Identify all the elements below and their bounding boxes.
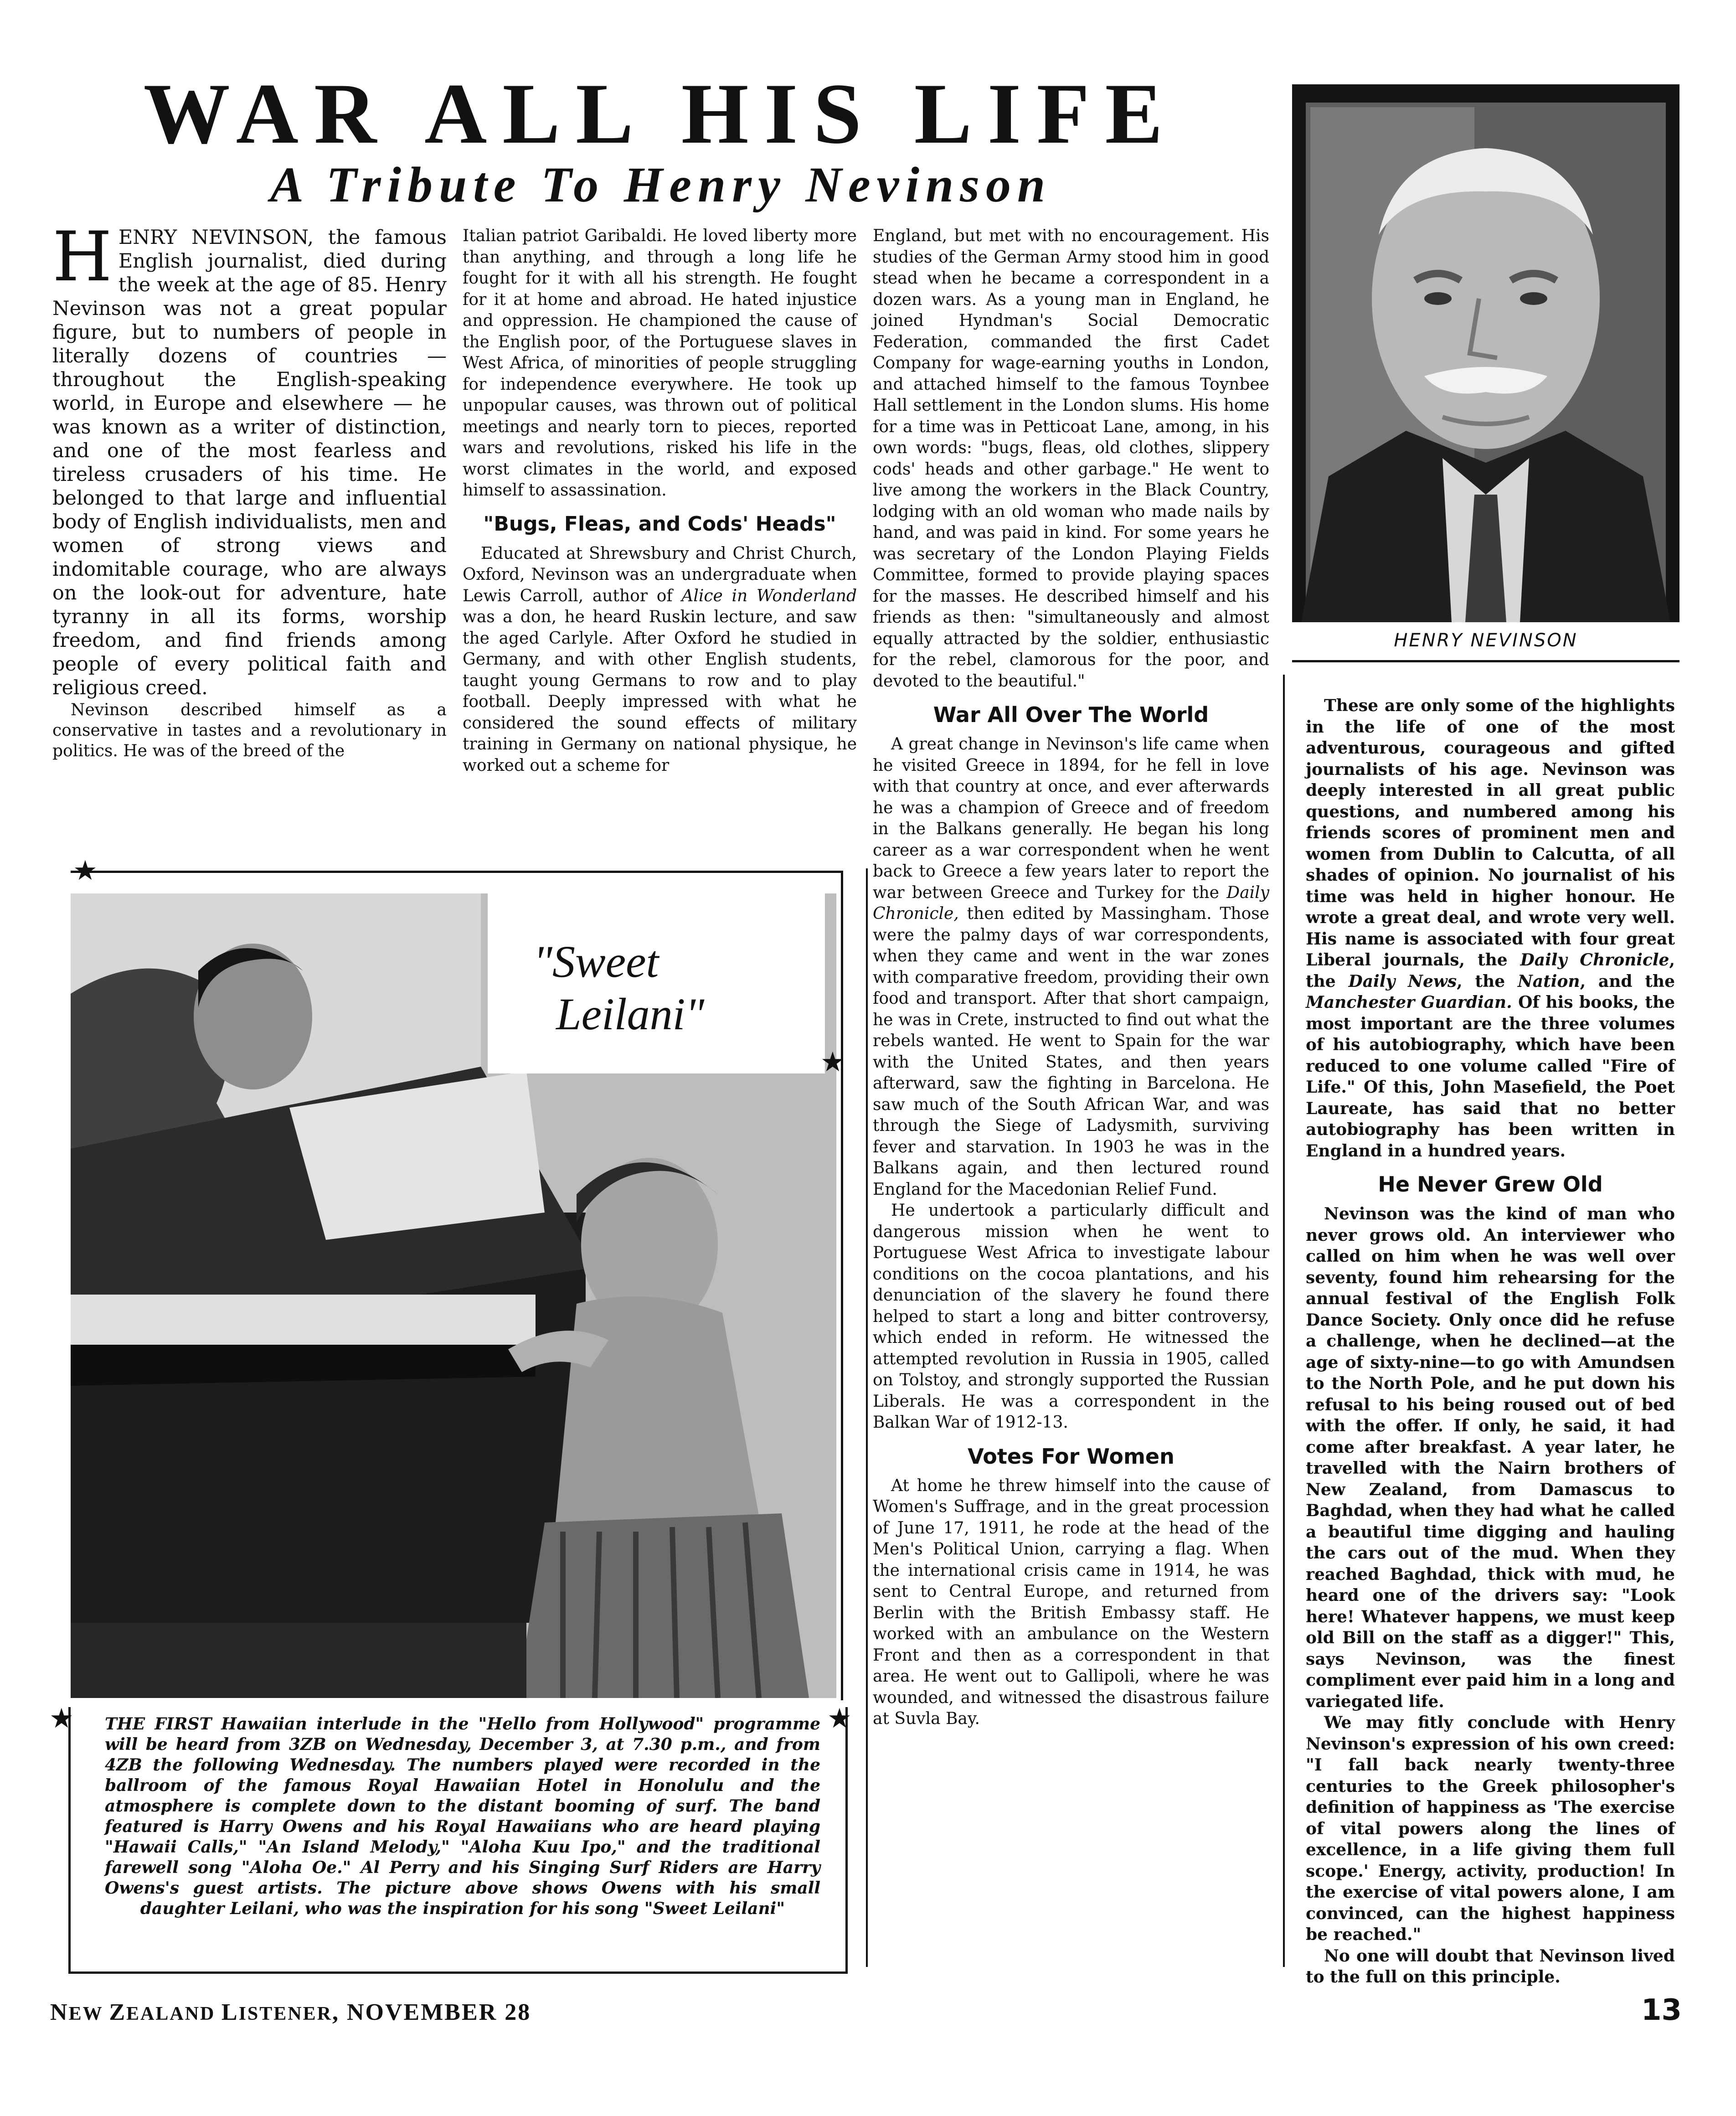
footer-text: EW: [68, 2003, 109, 2024]
lead-paragraph-text: ENRY NEVINSON, the famous English journalist, died during the week at the age of 85. Henry Nevinson was not a great popular figure, but to numbers of people in literally dozens of countries — throughout the English-speaking world, in Europe and elsewhere — he was known as a writer of distinction, and one of the most fearless and tireless crusaders of his time. He belonged to that large and influential body of English individualists, men and women of strong views and indomitable courage, who are always on the look-out for adventure, hate tyranny in all its forms, worship freedom, and find friends among people of every political faith and religious creed.: [52, 226, 447, 699]
newspaper-title: Nation: [1517, 971, 1580, 991]
paragraph-text: A great change in Nevinson's life came when he visited Greece in 1894, for he fell in love with that country at once, and ever afterwards he was a champion of Greece and of freedom in the Balkans generally. He began his long career as a war correspondent when he went back to Greece a few years later to report the war between Greece and Turkey for the: [873, 735, 1269, 902]
subheadline: A Tribute To Henry Nevinson: [270, 157, 1052, 212]
star-ornament-icon: ★: [820, 1046, 845, 1078]
newspaper-title: Daily News: [1348, 971, 1457, 991]
paragraph: Nevinson described himself as a conservative in tastes and a revolutionary in politics. He was of the breed of the: [52, 701, 447, 760]
column-rule: [866, 868, 868, 1967]
footer-text: EALAND: [126, 2003, 222, 2024]
paragraph-text: then edited by Massingham. Those were the palmy days of war correspondents, when they came and went in the war zones with comparative freedom, providing their own food and transport. After that short campaign, he was in Crete, instructed to find out what the rebels wanted. He went to Spain for the war with the United States, and then years afterward, saw the fighting in Barcelona. He saw much of the South African War, and was through the Siege of Ladysmith, surviving fever and starvation. In 1903 he was in the Balkans again, and then lectured round England for the Macedonian Relief Fund.: [873, 904, 1269, 1199]
paragraph-text: These are only some of the highlights in the life of one of the most adventurous, courageous and gifted journalists of his age. Nevinson was deeply interested in all great public questions, and numbered among his friends scores of prominent men and women from Dublin to Calcutta, of all shades of opinion. No journalist of his time was held in higher honour. He wrote a great deal, and wrote very well. His name is associated with four great Liberal journals, the: [1306, 696, 1675, 970]
paragraph: [463, 543, 857, 777]
lead-paragraph: [52, 217, 447, 700]
page-number: 13: [1641, 1993, 1682, 2027]
footer-text: ISTENER: [238, 2003, 332, 2024]
footer-text: L: [221, 1999, 239, 2025]
footer-text: Z: [109, 1999, 127, 2025]
portrait-illustration: [1292, 84, 1679, 622]
article-column-1: [52, 217, 447, 761]
section-heading-old: He Never Grew Old: [1378, 1172, 1603, 1197]
song-title-panel: [488, 891, 825, 1073]
paragraph-text: , and the: [1580, 971, 1675, 991]
paragraph: Italian patriot Garibaldi. He loved liberty more than anything, and through a long life he fought for it with all his strength. He fought for it at home and abroad. He hated injustice and oppression. He championed the cause of the English poor, of the Portuguese slaves in West Africa, of minorities of people struggling for independence everywhere. He took up unpopular causes, was thrown out of political meetings and nearly torn to pieces, reported wars and revolutions, risked his life in the worst climates in the world, and exposed himself to assassination.: [463, 227, 857, 500]
paragraph-text: Of his books, the most important are the three volumes of his autobiography, which have been reduced to one volume called "Fire of Life." Of this, John Masefield, the Poet Laureate, has said that no better autobiography has been written in England in a hundred years.: [1306, 993, 1675, 1161]
article-column-3: [873, 226, 1269, 1730]
paragraph: England, but met with no encouragement. His studies of the German Army stood him in good stead when he became a correspondent in a dozen wars. As a young man in England, he joined Hyndman's Social Democratic Federation, commanded the first Cadet Company for wage-earning youths in London, and attached himself to the famous Toynbee Hall settlement in the London slums. His home for a time was in Petticoat Lane, among, in his own words: "bugs, fleas, old clothes, slippery cods' heads and other garbage." He went to live among the workers in the Black Country, lodging with an old woman who made nails by hand, and was paid in kind. For some years he was secretary of the London Playing Fields Committee, formed to provide playing spaces for the masses. He described himself and his friends as then: "simultaneously and almost equally attracted by the soldier, enthusiastic for the rebel, clamorous for the poor, and devoted to the beautiful.": [873, 227, 1269, 691]
newspaper-title: Daily Chronicle,: [873, 883, 1269, 923]
paragraph-text: was a don, he heard Ruskin lecture, and saw the aged Carlyle. After Oxford he studied in Germany, and with other English students, taught young Germans to row and to play football. Deeply impressed with what he considered the sound effects of military training in Germany on national physique, he worked out a scheme for: [463, 608, 857, 775]
portrait-rule: [1292, 660, 1679, 662]
headline: WAR ALL HIS LIFE: [143, 66, 1179, 162]
article-column-2: [463, 226, 857, 776]
publication-footer: [50, 1997, 734, 2028]
column-rule: [1283, 675, 1285, 1967]
paragraph-text: , the: [1306, 950, 1675, 991]
drop-cap: H: [52, 217, 112, 297]
book-title: Alice in Wonderland: [681, 586, 857, 605]
paragraph: He undertook a particularly difficult and dangerous mission when he went to Portuguese West Africa to investigate labour conditions on the cocoa plantations, and his denunciation of the slavery he found there helped to start a long and bitter controversy, which ended in reform. He witnessed the attempted revolution in Russia in 1905, called on Tolstoy, and strongly supported the Russian Liberals. He was a correspondent in the Balkan War of 1912-13.: [873, 1201, 1269, 1432]
star-ornament-icon: ★: [73, 855, 98, 887]
paragraph-text: Educated at Shrewsbury and Christ Church, Oxford, Nevinson was an undergraduate when Lewis Carroll, author of: [463, 544, 857, 605]
footer-date: , NOVEMBER 28: [332, 1999, 531, 2025]
newspaper-title: Daily Chronicle: [1520, 950, 1669, 970]
paragraph-text: , the: [1457, 971, 1518, 991]
star-ornament-icon: ★: [49, 1703, 74, 1734]
article-column-4: [1306, 695, 1675, 1988]
newspaper-title: Manchester Guardian.: [1306, 993, 1512, 1012]
paragraph: [1306, 695, 1675, 1161]
section-heading-votes: Votes For Women: [968, 1444, 1175, 1469]
photo-caption: THE FIRST Hawaiian interlude in the "Hello from Hollywood" programme will be heard from 3ZB on Wednesday, December 3, at 7.30 p.m., and from 4ZB the following Wednesday. The numbers played were recorded in the ballroom of the famous Royal Hawaiian Hotel in Honolulu and the atmosphere is complete down to the distant booming of surf. The band featured is Harry Owens and his Royal Hawaiians who are heard playing "Hawaii Calls," "An Island Melody," "Aloha Kuu Ipo," and the traditional farewell song "Aloha Oe." Al Perry and his Singing Surf Riders are Harry Owens's guest artists. The picture above shows Owens with his small daughter Leilani, who was the inspiration for his song "Sweet Leilani": [105, 1714, 820, 1918]
paragraph: Nevinson was the kind of man who never grows old. An interviewer who called on him when he was well over seventy, found him rehearsing for the annual festival of the English Folk Dance Society. Only once did he refuse a challenge, when he declined—at the age of sixty-nine—to go with Amundsen to the North Pole, and he put down his refusal to his being roused out of bed with the offer. If only, he said, it had come after breakfast. A year later, he travelled with the Nairn brothers of New Zealand, from Damascus to Baghdad, when they had what he called a beautiful time digging and hauling the cars out of the mud. When they reached Baghdad, thick with mud, he heard one of the drivers say: "Look here! Whatever happens, we must keep old Bill on the staff as a digger!" This, says Nevinson, was the finest compliment ever paid him in a long and variegated life.: [1306, 1204, 1675, 1711]
portrait-caption: HENRY NEVINSON: [1394, 630, 1578, 651]
paragraph: No one will doubt that Nevinson lived to the full on this principle.: [1306, 1946, 1675, 1987]
song-title-line-1: "Sweet: [533, 936, 659, 987]
section-heading-bugs: "Bugs, Fleas, and Cods' Heads": [483, 512, 836, 536]
portrait-photo: [1292, 84, 1679, 622]
star-ornament-icon: ★: [827, 1703, 852, 1734]
paragraph: At home he threw himself into the cause of Women's Suffrage, and in the great procession of June 17, 1911, he rode at the head of the Men's Political Union, carrying a flag. When the international crisis came in 1914, he was sent to Central Europe, and returned from Berlin with the British Embassy staff. He worked with an ambulance on the Western Front and then as a correspondent in that area. He went out to Gallipoli, where he was wounded, and witnessed the disastrous failure at Suvla Bay.: [873, 1476, 1269, 1728]
section-heading-war: War All Over The World: [933, 702, 1209, 727]
paragraph: [873, 734, 1269, 1200]
footer-text: N: [50, 1999, 69, 2025]
paragraph: We may fitly conclude with Henry Nevinson's expression of his own creed: "I fall back nearly twenty-three centuries to the Greek philosopher's definition of happiness as 'The exercise of vital powers along the lines of excellence, in a life giving them full scope.' Energy, activity, production! In the exercise of vital powers alone, I am convinced, can the highest happiness be reached.": [1306, 1713, 1675, 1944]
song-title-line-2: Leilani": [556, 989, 705, 1039]
